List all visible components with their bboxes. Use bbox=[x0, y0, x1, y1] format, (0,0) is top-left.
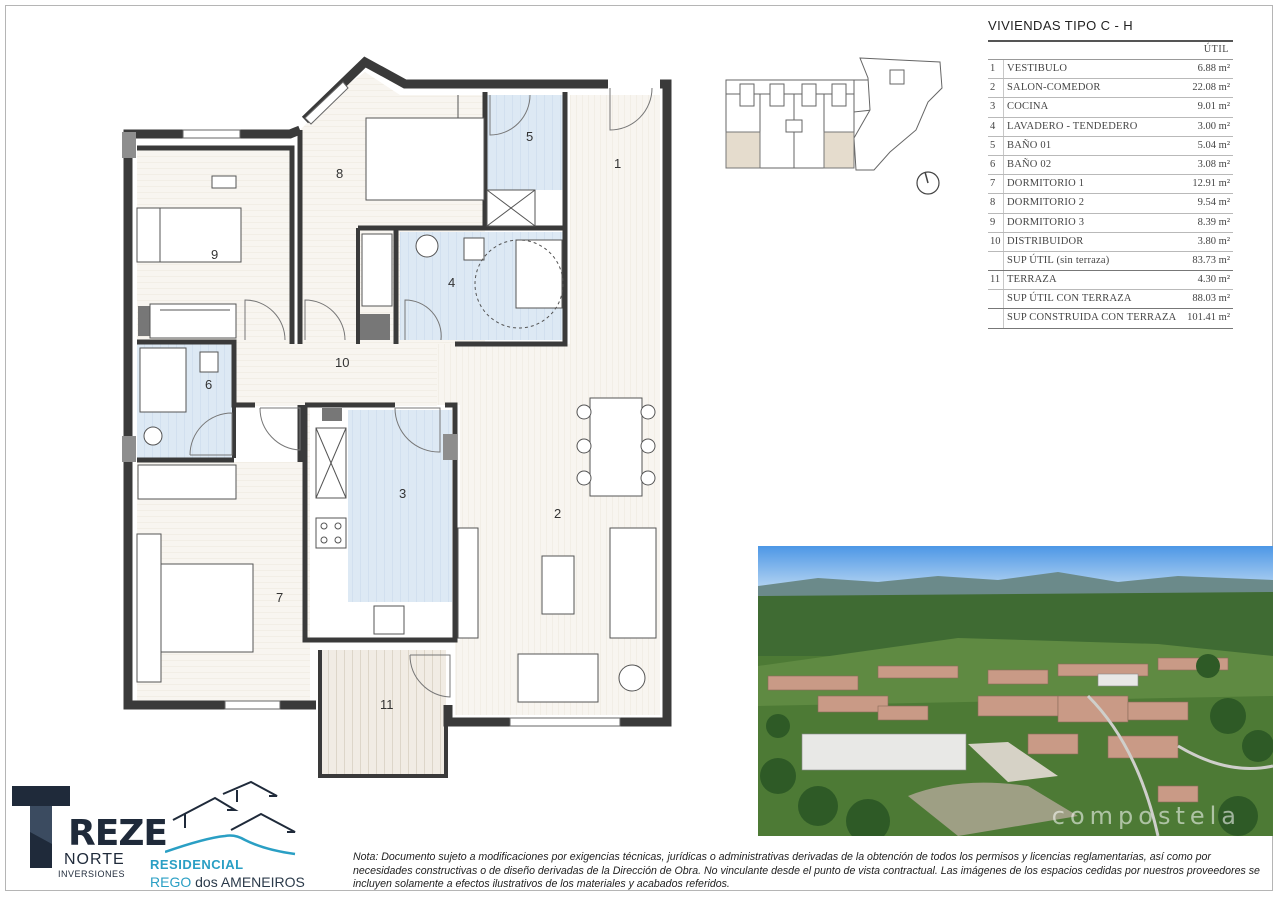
area-row-index: 11 bbox=[990, 274, 1001, 286]
area-row-label: SUP ÚTIL CON TERRAZA bbox=[1007, 293, 1132, 305]
area-row-label: SUP ÚTIL (sin terraza) bbox=[1007, 254, 1110, 266]
area-table-row bbox=[988, 60, 1233, 79]
area-row-index: 7 bbox=[990, 178, 996, 190]
area-table-row bbox=[988, 79, 1233, 98]
disclaimer-note: Nota: Documento sujeto a modificaciones por exigencias técnicas, jurídicas o administrativas derivadas de la obtención de todos los permisos y licencias reglamentarias, así como por necesidades constructivas o de diseño derivadas de la Dirección de Obra. No vinculante desde el punto de vista contractual. Las imágenes de los espacios cedidas por nuestros proveedores se incluyen solamente a efectos ilustrativos de los materiales y acabados referidos. bbox=[353, 851, 1260, 890]
area-row-label: DORMITORIO 1 bbox=[1007, 178, 1085, 190]
room-number-4: 4 bbox=[448, 275, 456, 290]
area-table-row bbox=[988, 214, 1233, 233]
area-row-value: 101.41 m² bbox=[1187, 312, 1230, 324]
area-row-value: 12.91 m² bbox=[1192, 178, 1230, 190]
area-row-index: 3 bbox=[990, 101, 996, 113]
aerial-photo-illustration bbox=[758, 546, 1273, 836]
room-number-3: 3 bbox=[399, 486, 407, 501]
area-table-row bbox=[988, 271, 1233, 290]
photo-watermark: compostela bbox=[1051, 802, 1241, 830]
area-row-index: 4 bbox=[990, 120, 996, 132]
room-number-11: 11 bbox=[380, 697, 394, 712]
area-row-value: 8.39 m² bbox=[1197, 216, 1230, 228]
treze-logo-inversiones: INVERSIONES bbox=[58, 869, 126, 879]
area-row-label: LAVADERO - TENDEDERO bbox=[1007, 120, 1138, 132]
area-row-index: 2 bbox=[990, 82, 996, 94]
room-number-2: 2 bbox=[554, 506, 562, 521]
area-row-index: 6 bbox=[990, 158, 996, 170]
area-table-row bbox=[988, 156, 1233, 175]
area-row-index: 10 bbox=[990, 235, 1001, 247]
area-table-row bbox=[988, 194, 1233, 213]
area-row-value: 6.88 m² bbox=[1197, 63, 1230, 74]
residencial-logo-subtitle bbox=[150, 874, 305, 890]
area-table-row bbox=[988, 252, 1233, 271]
area-table-row bbox=[988, 175, 1233, 194]
area-table-rows bbox=[988, 60, 1233, 329]
north-arrow-icon bbox=[915, 170, 941, 196]
area-row-value: 88.03 m² bbox=[1192, 293, 1230, 305]
aerial-photo bbox=[758, 546, 1273, 836]
area-row-label: BAÑO 01 bbox=[1007, 139, 1052, 151]
area-row-value: 22.08 m² bbox=[1192, 82, 1230, 94]
area-table-row bbox=[988, 309, 1233, 328]
area-row-label: SALON-COMEDOR bbox=[1007, 82, 1101, 94]
area-row-label: DISTRIBUIDOR bbox=[1007, 235, 1084, 247]
area-row-label: DORMITORIO 2 bbox=[1007, 197, 1085, 209]
floor-plan bbox=[0, 0, 700, 790]
area-table-row bbox=[988, 137, 1233, 156]
room-number-7: 7 bbox=[276, 590, 284, 605]
area-table-header-util: ÚTIL bbox=[1203, 44, 1229, 55]
area-row-value: 9.54 m² bbox=[1197, 197, 1230, 209]
area-row-label: COCINA bbox=[1007, 101, 1049, 113]
area-table-row bbox=[988, 118, 1233, 137]
residencial-logo-title: RESIDENCIAL bbox=[150, 857, 244, 872]
area-row-label: SUP CONSTRUIDA CON TERRAZA bbox=[1007, 312, 1177, 324]
area-row-value: 3.08 m² bbox=[1197, 158, 1230, 170]
area-table-header bbox=[988, 40, 1233, 60]
room-number-8: 8 bbox=[336, 166, 344, 181]
treze-logo-text: REZE bbox=[68, 813, 168, 854]
room-number-9: 9 bbox=[211, 247, 219, 262]
treze-logo-norte: NORTE bbox=[64, 851, 125, 868]
area-table bbox=[988, 18, 1233, 329]
area-row-label: DORMITORIO 3 bbox=[1007, 216, 1085, 228]
area-row-label: BAÑO 02 bbox=[1007, 158, 1052, 170]
residencial-logo-rego: REGO bbox=[150, 874, 192, 890]
room-number-6: 6 bbox=[205, 377, 213, 392]
room-number-10: 10 bbox=[335, 355, 350, 370]
area-row-index: 5 bbox=[990, 139, 996, 151]
room-number-1: 1 bbox=[614, 156, 622, 171]
area-table-row bbox=[988, 98, 1233, 117]
area-row-value: 83.73 m² bbox=[1192, 254, 1230, 266]
area-table-row bbox=[988, 290, 1233, 309]
area-table-title: VIVIENDAS TIPO C - H bbox=[988, 18, 1134, 33]
room-number-5: 5 bbox=[526, 129, 534, 144]
area-row-value: 3.80 m² bbox=[1197, 235, 1230, 247]
area-row-label: VESTIBULO bbox=[1007, 63, 1068, 74]
area-row-value: 5.04 m² bbox=[1197, 139, 1230, 151]
residencial-logo-dos-ameneiros: dos AMENEIROS bbox=[195, 874, 305, 890]
area-row-index: 1 bbox=[990, 63, 996, 74]
residencial-house-icon bbox=[165, 780, 305, 858]
area-table-row bbox=[988, 233, 1233, 252]
area-row-value: 9.01 m² bbox=[1197, 101, 1230, 113]
area-row-value: 4.30 m² bbox=[1197, 274, 1230, 286]
area-row-index: 9 bbox=[990, 216, 996, 228]
area-row-label: TERRAZA bbox=[1007, 274, 1057, 286]
area-row-index: 8 bbox=[990, 197, 996, 209]
area-row-value: 3.00 m² bbox=[1197, 120, 1230, 132]
